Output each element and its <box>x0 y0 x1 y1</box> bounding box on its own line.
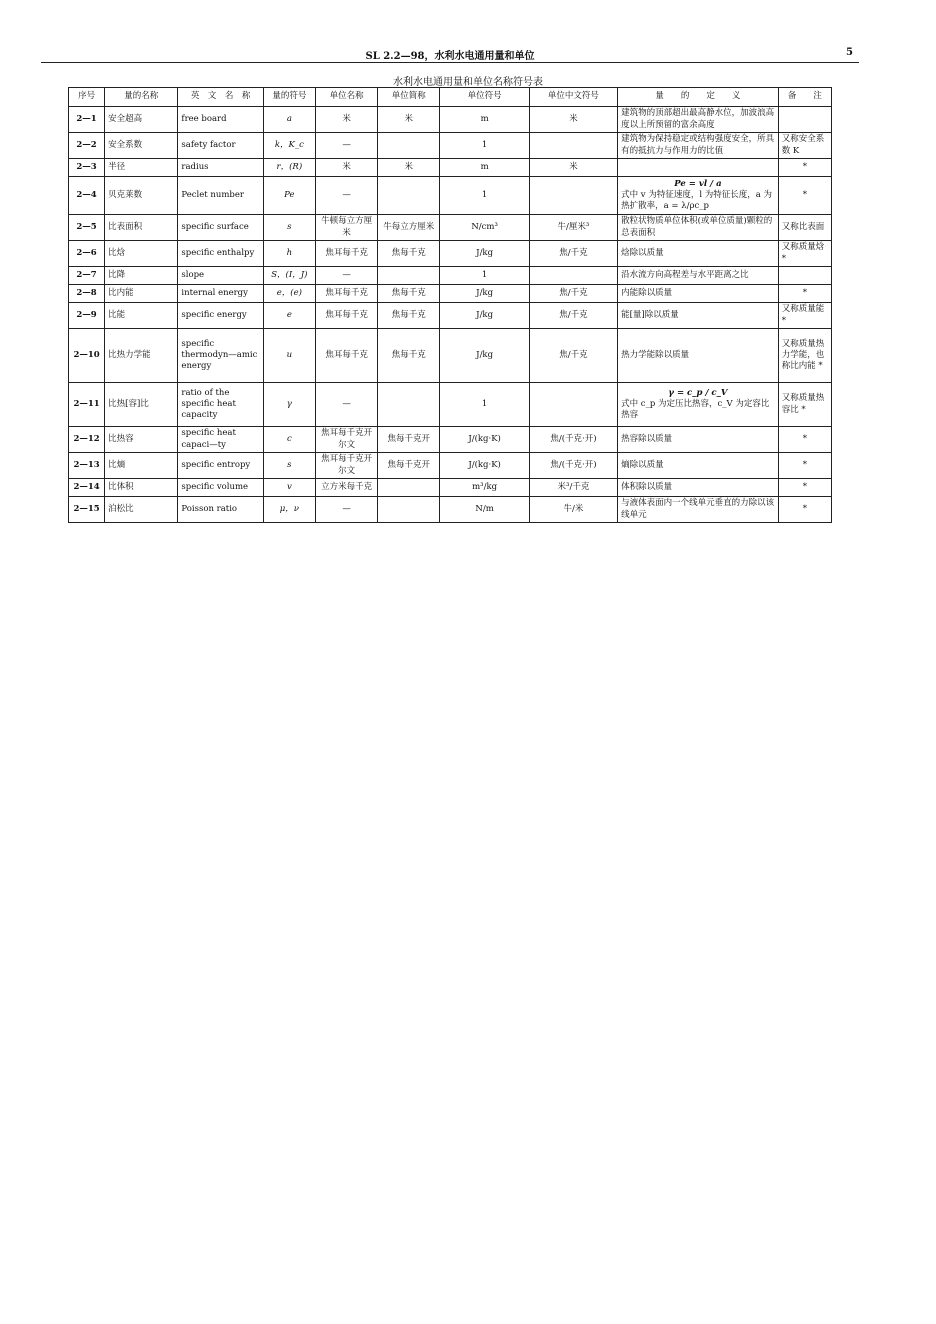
unit-cn-symbol: 牛/米 <box>529 497 617 523</box>
table-row <box>69 177 832 215</box>
definition: 热容除以质量 <box>618 427 779 453</box>
unit-name: 焦耳每千克开尔文 <box>315 453 377 479</box>
quantity-name: 比热[容]比 <box>105 383 178 427</box>
unit-cn-symbol: 米 <box>529 159 617 177</box>
definition: 能[量]除以质量 <box>618 303 779 329</box>
unit-symbol: N/m <box>440 497 529 523</box>
unit-short <box>378 177 440 215</box>
definition-formula: Pe = vl / a <box>674 178 722 189</box>
definition-cell <box>618 383 779 427</box>
definition: 散粒状物质单位体积(或单位质量)颗粒的总表面积 <box>618 215 779 241</box>
table-row <box>69 427 832 453</box>
quantity-symbol: a <box>263 107 315 133</box>
note: * <box>778 497 831 523</box>
unit-short: 焦每千克 <box>378 241 440 267</box>
note: * <box>778 177 831 215</box>
unit-short <box>378 267 440 285</box>
unit-name: 米 <box>315 159 377 177</box>
row-number: 2—14 <box>69 479 105 497</box>
quantity-name: 贝克莱数 <box>105 177 178 215</box>
definition: 沿水流方向高程差与水平距离之比 <box>618 267 779 285</box>
quantity-name: 比焓 <box>105 241 178 267</box>
english-name: specific thermodyn—amic energy <box>178 329 263 383</box>
unit-name: — <box>315 177 377 215</box>
unit-cn-symbol: 焦/千克 <box>529 241 617 267</box>
row-number: 2—8 <box>69 285 105 303</box>
note: * <box>778 479 831 497</box>
unit-symbol: m³/kg <box>440 479 529 497</box>
definition <box>618 159 779 177</box>
quantity-symbol: k，K_c <box>263 133 315 159</box>
unit-short: 焦每千克开 <box>378 427 440 453</box>
definition-formula: γ = c_p / c_V <box>668 387 728 398</box>
quantity-symbol: h <box>263 241 315 267</box>
table-row <box>69 497 832 523</box>
definition: 熵除以质量 <box>618 453 779 479</box>
row-number: 2—13 <box>69 453 105 479</box>
unit-short <box>378 133 440 159</box>
note <box>778 267 831 285</box>
note: 又称比表面 <box>778 215 831 241</box>
col-header: 英 文 名 称 <box>178 88 263 107</box>
english-name: specific volume <box>178 479 263 497</box>
english-name: free board <box>178 107 263 133</box>
unit-symbol: m <box>440 107 529 133</box>
unit-symbol: J/kg <box>440 329 529 383</box>
page-number: 5 <box>846 47 853 58</box>
row-number: 2—7 <box>69 267 105 285</box>
col-header: 备 注 <box>778 88 831 107</box>
note: 又称质量热容比 * <box>778 383 831 427</box>
col-header: 量的符号 <box>263 88 315 107</box>
unit-symbol: 1 <box>440 383 529 427</box>
unit-name: — <box>315 497 377 523</box>
quantity-symbol: e <box>263 303 315 329</box>
unit-name: 米 <box>315 107 377 133</box>
table-header-row <box>69 88 832 107</box>
col-header: 单位名称 <box>315 88 377 107</box>
english-name: specific heat capaci—ty <box>178 427 263 453</box>
note: 又称质量焓 * <box>778 241 831 267</box>
unit-cn-symbol: 米 <box>529 107 617 133</box>
table-row <box>69 329 832 383</box>
unit-short: 牛每立方厘米 <box>378 215 440 241</box>
definition: 建筑物为保持稳定或结构强度安全，所具有的抵抗力与作用力的比值 <box>618 133 779 159</box>
definition: 与液体表面内一个线单元垂直的力除以该线单元 <box>618 497 779 523</box>
quantity-name: 安全超高 <box>105 107 178 133</box>
unit-short <box>378 479 440 497</box>
english-name: specific entropy <box>178 453 263 479</box>
unit-symbol: 1 <box>440 267 529 285</box>
table-row <box>69 285 832 303</box>
col-header: 量 的 定 义 <box>618 88 779 107</box>
definition: 式中 c_p 为定压比热容，c_V 为定容比热容 <box>621 398 770 421</box>
row-number: 2—6 <box>69 241 105 267</box>
col-header: 量的名称 <box>105 88 178 107</box>
unit-cn-symbol: 焦/千克 <box>529 329 617 383</box>
quantity-symbol: S，(I，J) <box>263 267 315 285</box>
english-name: safety factor <box>178 133 263 159</box>
unit-symbol: 1 <box>440 133 529 159</box>
table-row <box>69 267 832 285</box>
quantity-symbol: s <box>263 453 315 479</box>
note: * <box>778 453 831 479</box>
english-name: Peclet number <box>178 177 263 215</box>
quantity-name: 比热力学能 <box>105 329 178 383</box>
unit-name: 牛顿每立方厘米 <box>315 215 377 241</box>
table-row <box>69 453 832 479</box>
definition-cell <box>618 177 779 215</box>
quantity-symbol: r，(R) <box>263 159 315 177</box>
unit-name: — <box>315 267 377 285</box>
quantity-symbol: γ <box>263 383 315 427</box>
col-header: 单位符号 <box>440 88 529 107</box>
table-row <box>69 215 832 241</box>
quantity-symbol: v <box>263 479 315 497</box>
unit-symbol: J/kg <box>440 285 529 303</box>
unit-short: 米 <box>378 159 440 177</box>
table-row <box>69 303 832 329</box>
row-number: 2—12 <box>69 427 105 453</box>
row-number: 2—3 <box>69 159 105 177</box>
unit-name: 焦耳每千克 <box>315 241 377 267</box>
english-name: slope <box>178 267 263 285</box>
definition: 建筑物的顶部超出最高静水位，加波浪高度以上所预留的富余高度 <box>618 107 779 133</box>
unit-cn-symbol: 牛/厘米³ <box>529 215 617 241</box>
quantity-name: 比降 <box>105 267 178 285</box>
unit-name: 立方米每千克 <box>315 479 377 497</box>
table-row <box>69 133 832 159</box>
definition: 体积除以质量 <box>618 479 779 497</box>
note: 又称质量热力学能，也称比内能 * <box>778 329 831 383</box>
english-name: specific surface <box>178 215 263 241</box>
unit-name: 焦耳每千克 <box>315 303 377 329</box>
row-number: 2—4 <box>69 177 105 215</box>
english-name: radius <box>178 159 263 177</box>
col-header: 单位简称 <box>378 88 440 107</box>
col-header: 序号 <box>69 88 105 107</box>
unit-cn-symbol <box>529 267 617 285</box>
page-header <box>41 46 859 63</box>
unit-cn-symbol: 焦/千克 <box>529 303 617 329</box>
quantity-name: 泊松比 <box>105 497 178 523</box>
unit-short: 焦每千克开 <box>378 453 440 479</box>
table-row <box>69 383 832 427</box>
definition: 焓除以质量 <box>618 241 779 267</box>
unit-symbol: J/kg <box>440 303 529 329</box>
definition: 内能除以质量 <box>618 285 779 303</box>
unit-short: 焦每千克 <box>378 285 440 303</box>
unit-cn-symbol: 焦/千克 <box>529 285 617 303</box>
unit-short <box>378 383 440 427</box>
quantity-name: 安全系数 <box>105 133 178 159</box>
unit-symbol: J/(kg·K) <box>440 427 529 453</box>
quantities-table <box>68 87 832 523</box>
col-header: 单位中文符号 <box>529 88 617 107</box>
quantity-name: 半径 <box>105 159 178 177</box>
note: * <box>778 427 831 453</box>
unit-cn-symbol: 米³/千克 <box>529 479 617 497</box>
row-number: 2—5 <box>69 215 105 241</box>
row-number: 2—11 <box>69 383 105 427</box>
header-title: SL 2.2—98，水利水电通用量和单位 <box>365 51 535 62</box>
table-row <box>69 159 832 177</box>
unit-symbol: 1 <box>440 177 529 215</box>
unit-name: 焦耳每千克开尔文 <box>315 427 377 453</box>
quantity-symbol: e，(e) <box>263 285 315 303</box>
quantity-name: 比热容 <box>105 427 178 453</box>
unit-cn-symbol: 焦/(千克·开) <box>529 453 617 479</box>
english-name: ratio of the specific heat capacity <box>178 383 263 427</box>
english-name: Poisson ratio <box>178 497 263 523</box>
english-name: specific energy <box>178 303 263 329</box>
unit-name: 焦耳每千克 <box>315 329 377 383</box>
quantity-name: 比内能 <box>105 285 178 303</box>
unit-short <box>378 497 440 523</box>
quantity-symbol: Pe <box>263 177 315 215</box>
row-number: 2—15 <box>69 497 105 523</box>
unit-symbol: N/cm³ <box>440 215 529 241</box>
unit-short: 焦每千克 <box>378 329 440 383</box>
unit-name: — <box>315 383 377 427</box>
definition: 热力学能除以质量 <box>618 329 779 383</box>
table-row <box>69 479 832 497</box>
definition: 式中 v 为特征速度，l 为特征长度，a 为热扩散率，a = λ/ρc_p <box>621 189 773 212</box>
row-number: 2—9 <box>69 303 105 329</box>
unit-name: — <box>315 133 377 159</box>
unit-short: 焦每千克 <box>378 303 440 329</box>
row-number: 2—1 <box>69 107 105 133</box>
unit-cn-symbol <box>529 133 617 159</box>
quantity-symbol: c <box>263 427 315 453</box>
note: 又称质量能 * <box>778 303 831 329</box>
table-row <box>69 241 832 267</box>
quantity-name: 比能 <box>105 303 178 329</box>
quantity-name: 比体积 <box>105 479 178 497</box>
unit-symbol: J/(kg·K) <box>440 453 529 479</box>
unit-name: 焦耳每千克 <box>315 285 377 303</box>
unit-short: 米 <box>378 107 440 133</box>
unit-cn-symbol: 焦/(千克·开) <box>529 427 617 453</box>
row-number: 2—2 <box>69 133 105 159</box>
unit-symbol: m <box>440 159 529 177</box>
unit-cn-symbol <box>529 383 617 427</box>
quantity-name: 比熵 <box>105 453 178 479</box>
quantity-symbol: μ，ν <box>263 497 315 523</box>
quantity-symbol: u <box>263 329 315 383</box>
english-name: specific enthalpy <box>178 241 263 267</box>
unit-cn-symbol <box>529 177 617 215</box>
english-name: internal energy <box>178 285 263 303</box>
note: * <box>778 285 831 303</box>
table-row <box>69 107 832 133</box>
note: 又称安全系数 K <box>778 133 831 159</box>
note: * <box>778 159 831 177</box>
quantity-name: 比表面积 <box>105 215 178 241</box>
quantity-symbol: s <box>263 215 315 241</box>
unit-symbol: J/kg <box>440 241 529 267</box>
row-number: 2—10 <box>69 329 105 383</box>
note <box>778 107 831 133</box>
table-title: 水利水电通用量和单位名称符号表 <box>393 77 543 88</box>
